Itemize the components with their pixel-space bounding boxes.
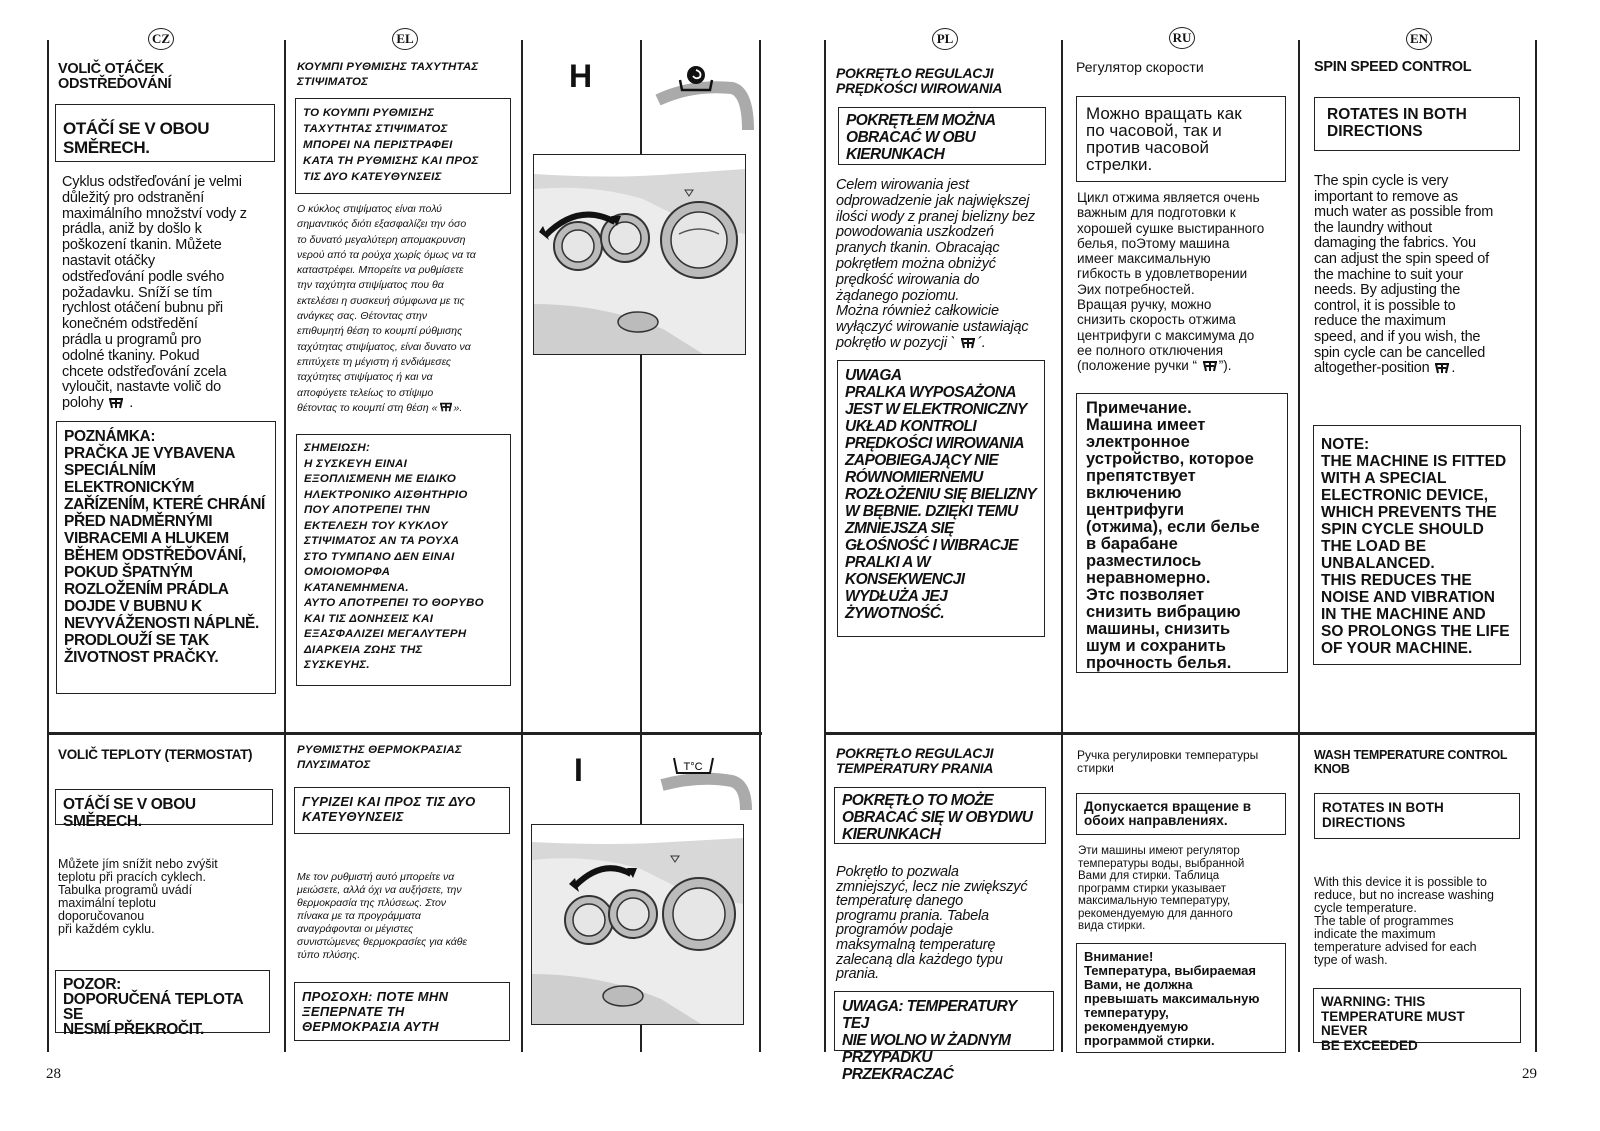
pl-temp-box: POKRĘTŁO TO MOŻE OBRACAĆ SIĘ W OBYDWU KIERUNKACH: [834, 787, 1046, 844]
column-divider: [47, 40, 49, 1052]
en-temp-text: With this device it is possible to reduce, but no increase washing cycle temperature. The table of programmes indicate the maximum temperature advised for each type of wash.: [1314, 875, 1494, 967]
column-divider: [1061, 40, 1063, 1052]
cz-spin-title: VOLIČ OTÁČEK ODSTŘEĎOVÁNÍ: [58, 61, 172, 92]
pl-spin-box: POKRĘTŁEM MOŻNA OBRACAĆ W OBU KIERUNKACH: [838, 107, 1046, 165]
column-divider: [284, 40, 286, 1052]
pl-spin-title: POKRĘTŁO REGULACJI PRĘDKOŚCI WIROWANIA: [836, 65, 1003, 96]
section-divider: [824, 732, 1537, 735]
column-divider: [759, 40, 761, 1052]
spin-off-icon: [1433, 361, 1451, 375]
ru-temp-text: Эти машины имеют регулятор температуры воды, выбранной Вами для стирки. Таблица программ стирки указывает максимальную температуру, рекомендуемую для данного вида стирки.: [1078, 845, 1245, 932]
spin-off-icon: [1201, 359, 1219, 373]
pl-temp-note: UWAGA: TEMPERATURY TEJ NIE WOLNO W ŻADNYM PRZYPADKU PRZEKRACZAĆ: [834, 991, 1054, 1051]
pl-spin-text-body: Celem wirowania jest odprowadzenie jak największej ilości wody z pranej bielizny bez powodowania uszkodzeń pranych tkanin. Obracając pokrętłem można obniżyć prędkość wirowania do żądanego poziomu. Można również całkowicie wyłączyć wirowanie ustawiając pokrętło w pozycji `: [836, 177, 1035, 351]
spin-off-icon: [959, 336, 977, 350]
el-spin-text: [297, 202, 517, 416]
cz-spin-box: OTÁČÍ SE V OBOU SMĚRECH.: [55, 104, 275, 162]
en-spin-note: NOTE: THE MACHINE IS FITTED WITH A SPECIAL ELECTRONIC DEVICE, WHICH PREVENTS THE SPIN CYCLE SHOULD THE LOAD BE UNBALANCED. THIS REDUCES THE NOISE AND VIBRATION IN THE MACHINE AND SO PROLONGS THE LIFE OF YOUR MACHINE.: [1313, 425, 1521, 665]
page-number-right: 29: [1522, 1066, 1537, 1082]
language-badge-cz: CZ: [148, 28, 174, 50]
el-spin-box: ΤΟ ΚΟΥΜΠΙ ΡΥΘΜΙΣΗΣ ΤΑΧΥΤΗΤΑΣ ΣΤΙΨΙΜΑΤΟΣ ΜΠΟΡΕΙ ΝΑ ΠΕΡΙΣΤΡΑΦΕΙ ΚΑΤΑ ΤΗ ΡΥΘΜΙΣΗΣ ΚΑΙ ΠΡΟΣ ΤΙΣ ΔΥΟ ΚΑΤΕΥΘΥΝΣΕΙΣ: [295, 98, 511, 194]
column-divider: [824, 40, 826, 1052]
section-divider: [47, 732, 762, 735]
en-spin-text-body: The spin cycle is very important to remove as much water as possible from the laundry without damaging the fabrics. You can adjust the spin speed of the machine to suit your needs. By adjusting the control, it is possible to reduce the maximum speed, and if you wish, the spin cycle can be cancelled altogether-position: [1314, 173, 1494, 377]
el-temp-text: Με τον ρυθμιστή αυτό μπορείτε να μειώσετε, αλλά όχι να αυξήσετε, την θερμοκρασία της πλύσεως. Στον πίνακα με τα προγράμματα αναγράφονται οι μέγιστες συνιστώμενες θερμοκρασίες για κάθε τύπο πλύσης.: [297, 871, 468, 961]
language-badge-ru: RU: [1169, 27, 1195, 49]
ru-temp-note: Внимание! Температура, выбираемая Вами, не должна превышать максимальную температуру, рекомендуемую программой стирки.: [1076, 943, 1286, 1053]
el-spin-text-body: Ο κύκλος στιψίματος είναι πολύ σημαντικός διότι εξασφαλίζει την όσο το δυνατό μεγαλύτερη απομακρυνση νερού από τα ρούχα χωρίς όμως να τα καταστρέφει. Μπορείτε να ρυθμίσετε την ταχύτητα στιψίματος που θα εκτελέσει η συσκευή σύμφωνα με τις ανάγκες σας. Θέτοντας στην επιθυμητή θέση το κουμπί ρύθμισης ταχύτητας στιψίματος, είναι δυνατο να επιτύχετε τη μέγιστη ή ενδιάμεσες ταχύτητες στιψίματος ή και να αποφύγετε τελείως το στίψιμο θέτοντας το κουμπί στη θέση «: [297, 203, 476, 414]
spin-symbol-icon: [652, 62, 754, 132]
cz-temp-note: POZOR: DOPORUČENÁ TEPLOTA SE NESMÍ PŘEKROČIT.: [55, 970, 270, 1033]
en-spin-text-end: .: [1451, 360, 1456, 377]
en-spin-box: ROTATES IN BOTH DIRECTIONS: [1314, 97, 1520, 151]
el-spin-title: ΚΟΥΜΠΙ ΡΥΘΜΙΣΗΣ ΤΑΧΥΤΗΤΑΣ ΣΤΙΨΙΜΑΤΟΣ: [297, 61, 479, 88]
cz-temp-box: OTÁČÍ SE V OBOU SMĚRECH.: [55, 789, 273, 825]
en-temp-box: ROTATES IN BOTH DIRECTIONS: [1314, 793, 1520, 839]
section-letter-i: I: [574, 752, 583, 788]
pl-temp-title: POKRĘTŁO REGULACJI TEMPERATURY PRANIA: [836, 745, 994, 776]
cz-temp-text: Můžete jím snížit nebo zvýšit teplotu při pracích cyklech. Tabulka programů uvádí maximální teplotu doporučovanou při každém cyklu.: [58, 857, 218, 936]
pl-spin-text: [836, 178, 1058, 352]
ru-spin-text: [1077, 190, 1299, 374]
cz-spin-text: Cyklus odstřeďování je velmi důležitý pro odstranění maximálního množství vody z prádla, aniž by došlo k poškození tkanin. Můžete nastavit otáčky odstřeďování podle svého požadavku. Sníží se tím rychlost otáčení bubnu při konečném odstředění prádla u programů pro odolné tkaniny. Pokud chcete odstřeďování zcela vyloučit, nastavte volič do polohy .: [62, 174, 247, 412]
spin-off-icon: [438, 401, 454, 413]
el-spin-text-end: ».: [453, 401, 463, 414]
language-badge-en: EN: [1406, 28, 1432, 50]
el-temp-title: ΡΥΘΜΙΣΤΗΣ ΘΕΡΜΟΚΡΑΣΙΑΣ ΠΛΥΣΙΜΑΤΟΣ: [297, 744, 462, 771]
column-divider: [521, 40, 523, 1052]
spin-off-icon: [107, 396, 125, 410]
spin-knob-illustration: [533, 154, 746, 355]
pl-spin-note: UWAGA PRALKA WYPOSAŻONA JEST W ELEKTRONICZNY UKŁAD KONTROLI PRĘDKOŚCI WIROWANIA ZAPOBIEGAJĄCY NIE RÓWNOMIERNEMU ROZŁOŻENIU SIĘ BIELIZNY W BĘBNIE. DZIĘKI TEMU ZMNIEJSZA SIĘ GŁOŚNOŚĆ I WIBRACJE PRALKI A W KONSEKWENCJI WYDŁUŻA JEJ ŻYWOTNOŚĆ.: [837, 360, 1045, 637]
en-temp-title: WASH TEMPERATURE CONTROL KNOB: [1314, 748, 1508, 776]
temperature-symbol-icon: [660, 755, 752, 811]
section-letter-h: H: [569, 58, 593, 94]
el-spin-note: ΣΗΜΕΙΩΣΗ: Η ΣΥΣΚΕΥΗ ΕΙΝΑΙ ΕΞΟΠΛΙΣΜΕΝΗ ΜΕ ΕΙΔΙΚΟ ΗΛΕΚΤΡΟΝΙΚΟ ΑΙΣΘΗΤΗΡΙΟ ΠΟΥ ΑΠΟΤΡΕΠΕΙ ΤΗΝ ΕΚΤΕΛΕΣΗ ΤΟΥ ΚΥΚΛΟΥ ΣΤΙΨΙΜΑΤΟΣ ΑΝ ΤΑ ΡΟΥΧΑ ΣΤΟ ΤΥΜΠΑΝΟ ΔΕΝ ΕΙΝΑΙ ΟΜΟΙΟΜΟΡΦΑ ΚΑΤΑΝΕΜΗΜΕΝΑ. ΑΥΤΟ ΑΠΟΤΡΕΠΕΙ ΤΟ ΘΟΡΥΒΟ ΚΑΙ ΤΙΣ ΔΟΝΗΣΕΙΣ ΚΑΙ ΕΞΑΣΦΑΛΙΖΕΙ ΜΕΓΑΛΥΤΕΡΗ ΔΙΑΡΚΕΙΑ ΖΩΗΣ ΤΗΣ ΣΥΣΚΕΥΗΣ.: [296, 434, 511, 686]
ru-spin-title: Регулятор скорости: [1076, 59, 1204, 75]
language-badge-el: EL: [392, 28, 418, 50]
ru-spin-text-end: ”).: [1218, 358, 1232, 374]
en-spin-text: [1314, 174, 1536, 377]
ru-temp-box: Допускается вращение в обоих направлениях.: [1076, 793, 1286, 835]
temperature-knob-illustration: [531, 824, 744, 1025]
temperature-symbol-label: T°C: [683, 761, 703, 773]
en-temp-note: WARNING: THIS TEMPERATURE MUST NEVER BE EXCEEDED: [1313, 988, 1521, 1043]
pl-spin-text-end: ´.: [977, 334, 986, 351]
cz-spin-text-body: Cyklus odstřeďování je velmi důležitý pro odstranění maximálního množství vody z prádla, aniž by došlo k poškození tkanin. Můžete nastavit otáčky odstřeďování podle svého požadavku. Sníží se tím rychlost otáčení bubnu při konečném odstředění prádla u programů pro odolné tkaniny. Pokud chcete odstřeďování zcela vyloučit, nastavte volič do polohy: [62, 174, 247, 412]
ru-spin-note: Примечание. Машина имеет электронное устройство, которое препятствует включению центрифуги (отжима), если белье в барабане разместилось неравномерно. Этс позволяет снизить вибрацию машины, снизить шум и сохранить прочность белья.: [1076, 393, 1288, 673]
cz-spin-note: POZNÁMKA: PRAČKA JE VYBAVENA SPECIÁLNÍM ELEKTRONICKÝM ZAŘÍZENÍM, KTERÉ CHRÁNÍ PŘED NADMĚRNÝMI VIBRACEMI A HLUKEM BĚHEM ODSTŘEĎOVÁNÍ, POKUD ŠPATNÝM ROZLOŽENÍM PRÁDLA DOJDE V BUBNU K NEVYVÁŽENOSTI NÁPLNĚ. PRODLOUŽÍ SE TAK ŽIVOTNOST PRAČKY.: [56, 421, 276, 694]
ru-spin-text-body: Цикл отжима является очень важным для подготовки к хорошей сушке выстиранного белья, поЭтому машина имеег максимальную гибкость в удовлетворении Эих потребностей. Вращая ручку, можно снизить скорость отжима центрифуги с максимума до ее полного отключения (положение ручки “: [1077, 190, 1265, 374]
ru-spin-box: Можно вращать как по часовой, так и против часовой стрелки.: [1076, 96, 1286, 182]
el-temp-box: ΓΥΡΙΖΕΙ ΚΑΙ ΠΡΟΣ ΤΙΣ ΔΥΟ ΚΑΤΕΥΘΥΝΣΕΙΣ: [294, 787, 510, 834]
pl-temp-text: Pokrętło to pozwala zmniejszyć, lecz nie zwiększyć temperaturę danego programu prania. Tabela programów podaje maksymalną temperaturę zalecaną dla każdego typu prania.: [836, 864, 1028, 983]
page-number-left: 28: [46, 1066, 61, 1082]
cz-temp-title: VOLIČ TEPLOTY (TERMOSTAT): [58, 747, 253, 762]
language-badge-pl: PL: [932, 28, 958, 50]
el-temp-note: ΠΡΟΣΟΧΗ: ΠΟΤΕ ΜΗΝ ΞΕΠΕΡΝΑΤΕ ΤΗ ΘΕΡΜΟΚΡΑΣΙΑ ΑΥΤΗ: [294, 982, 510, 1041]
en-spin-title: SPIN SPEED CONTROL: [1314, 59, 1472, 75]
ru-temp-title: Ручка регулировки температуры стирки: [1077, 748, 1259, 775]
